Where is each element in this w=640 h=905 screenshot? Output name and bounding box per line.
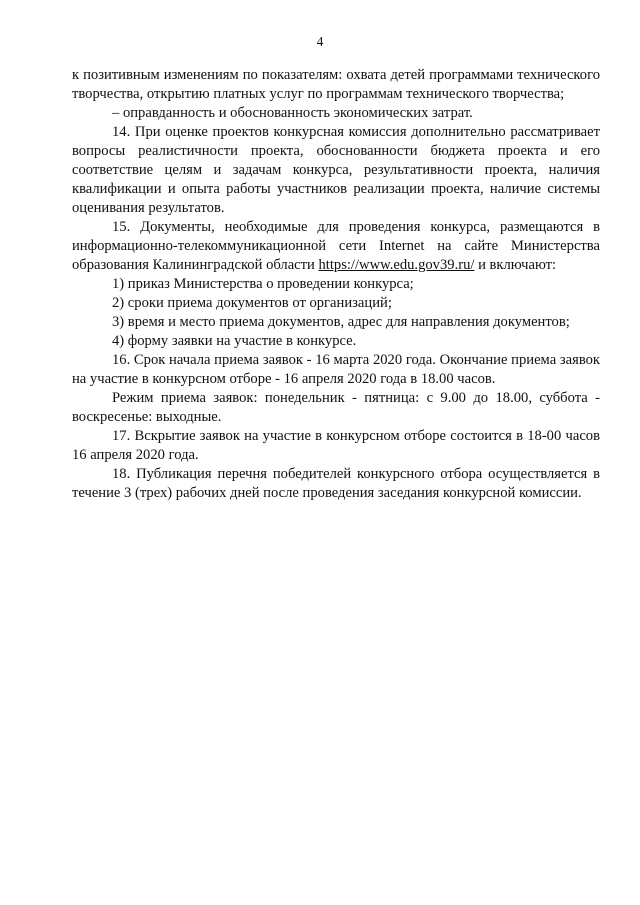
paragraph-15-text: 15. Документы, необходимые для проведения конкурса, размещаются в информационно-телекоммуникационной сети Internet на сайте Министерства образования Калининградской области (72, 219, 600, 273)
paragraph-14: 14. При оценке проектов конкурсная комиссия дополнительно рассматривает вопросы реалистичности проекта, обоснованности бюджета проекта и его соответствие целям и задачам конкурса, результативности проекта, наличия квалификации и опыта работы участников реализации проекта, наличие системы оценивания результатов. (72, 124, 600, 216)
list-item-1: 1) приказ Министерства о проведении конкурса; (112, 276, 414, 292)
paragraph-continuation: к позитивным изменениям по показателям: охвата детей программами технического творчества, открытию платных услуг по программам технического творчества; (72, 67, 600, 102)
page-number: 4 (316, 34, 324, 49)
paragraph-list-item-dash: – оправданность и обоснованность экономических затрат. (112, 105, 473, 121)
list-item-3: 3) время и место приема документов, адрес для направления документов; (112, 314, 570, 330)
paragraph-17: 17. Вскрытие заявок на участие в конкурсном отборе состоится в 18-00 часов 16 апреля 2020 года. (72, 428, 600, 463)
list-item-2: 2) сроки приема документов от организаций; (112, 295, 392, 311)
list-item-4: 4) форму заявки на участие в конкурсе. (112, 333, 357, 349)
document-body (72, 66, 600, 503)
paragraph-16: 16. Срок начала приема заявок - 16 марта 2020 года. Окончание приема заявок на участие в конкурсном отборе - 16 апреля 2020 года в 18.00 часов. (72, 352, 600, 387)
paragraph-15 (72, 218, 600, 275)
paragraph-schedule: Режим приема заявок: понедельник - пятница: с 9.00 до 18.00, суббота - воскресенье: выходные. (72, 390, 600, 425)
ministry-website-link[interactable]: https://www.edu.gov39.ru/ (318, 257, 475, 273)
paragraph-18: 18. Публикация перечня победителей конкурсного отбора осуществляется в течение 3 (трех) рабочих дней после проведения заседания конкурсной комиссии. (72, 466, 600, 501)
paragraph-15-tail: и включают: (474, 257, 557, 273)
